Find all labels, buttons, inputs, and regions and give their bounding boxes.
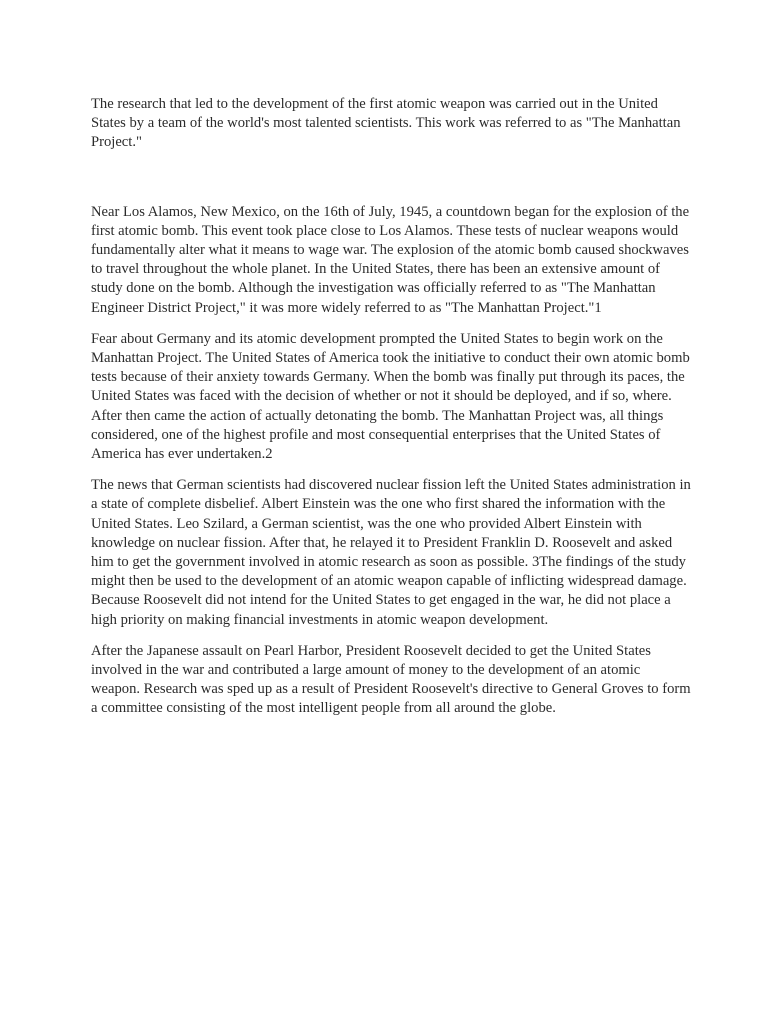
paragraph-pearl-harbor: After the Japanese assault on Pearl Harbor, President Roosevelt decided to get the United States involved in the war and contributed a large amount of money to the development of an atomic weapon. Research was sped up as a result of President Roosevelt's directive to General Groves to form a committee consisting of the most intelligent people from all around the globe. <box>91 642 691 717</box>
paragraph-fear-germany: Fear about Germany and its atomic development prompted the United States to begin work on the Manhattan Project. The United States of America took the initiative to conduct their own atomic bomb tests because of their anxiety towards Germany. When the bomb was finally put through its paces, the United States was faced with the decision of whether or not it should be deployed, and if so, where. After then came the action of actually detonating the bomb. The Manhattan Project was, all things considered, one of the highest profile and most consequential enterprises that the United States of America has ever undertaken.2 <box>91 330 690 463</box>
paragraph-nuclear-fission: The news that German scientists had discovered nuclear fission left the United States administration in a state of complete disbelief. Albert Einstein was the one who first shared the information with the United States. Leo Szilard, a German scientist, was the one who provided Albert Einstein with knowledge on nuclear fission. After that, he relayed it to President Franklin D. Roosevelt and asked him to get the government involved in atomic research as soon as possible. 3The findings of the study might then be used to the development of an atomic weapon capable of inflicting widespread damage. Because Roosevelt did not intend for the United States to get engaged in the war, he did not place a high priority on making financial investments in atomic weapon development. <box>91 477 691 628</box>
document-body <box>91 95 691 731</box>
paragraph-los-alamos: Near Los Alamos, New Mexico, on the 16th of July, 1945, a countdown began for the explosion of the first atomic bomb. This event took place close to Los Alamos. These tests of nuclear weapons would fundamentally alter what it means to wage war. The explosion of the atomic bomb caused shockwaves to travel throughout the whole planet. In the United States, there has been an extensive amount of study done on the bomb. Although the investigation was officially referred to as "The Manhattan Engineer District Project," it was more widely referred to as "The Manhattan Project."1 <box>91 203 690 316</box>
paragraph-intro: The research that led to the development of the first atomic weapon was carried out in the United States by a team of the world's most talented scientists. This work was referred to as "The Manhattan Project." <box>91 96 681 151</box>
